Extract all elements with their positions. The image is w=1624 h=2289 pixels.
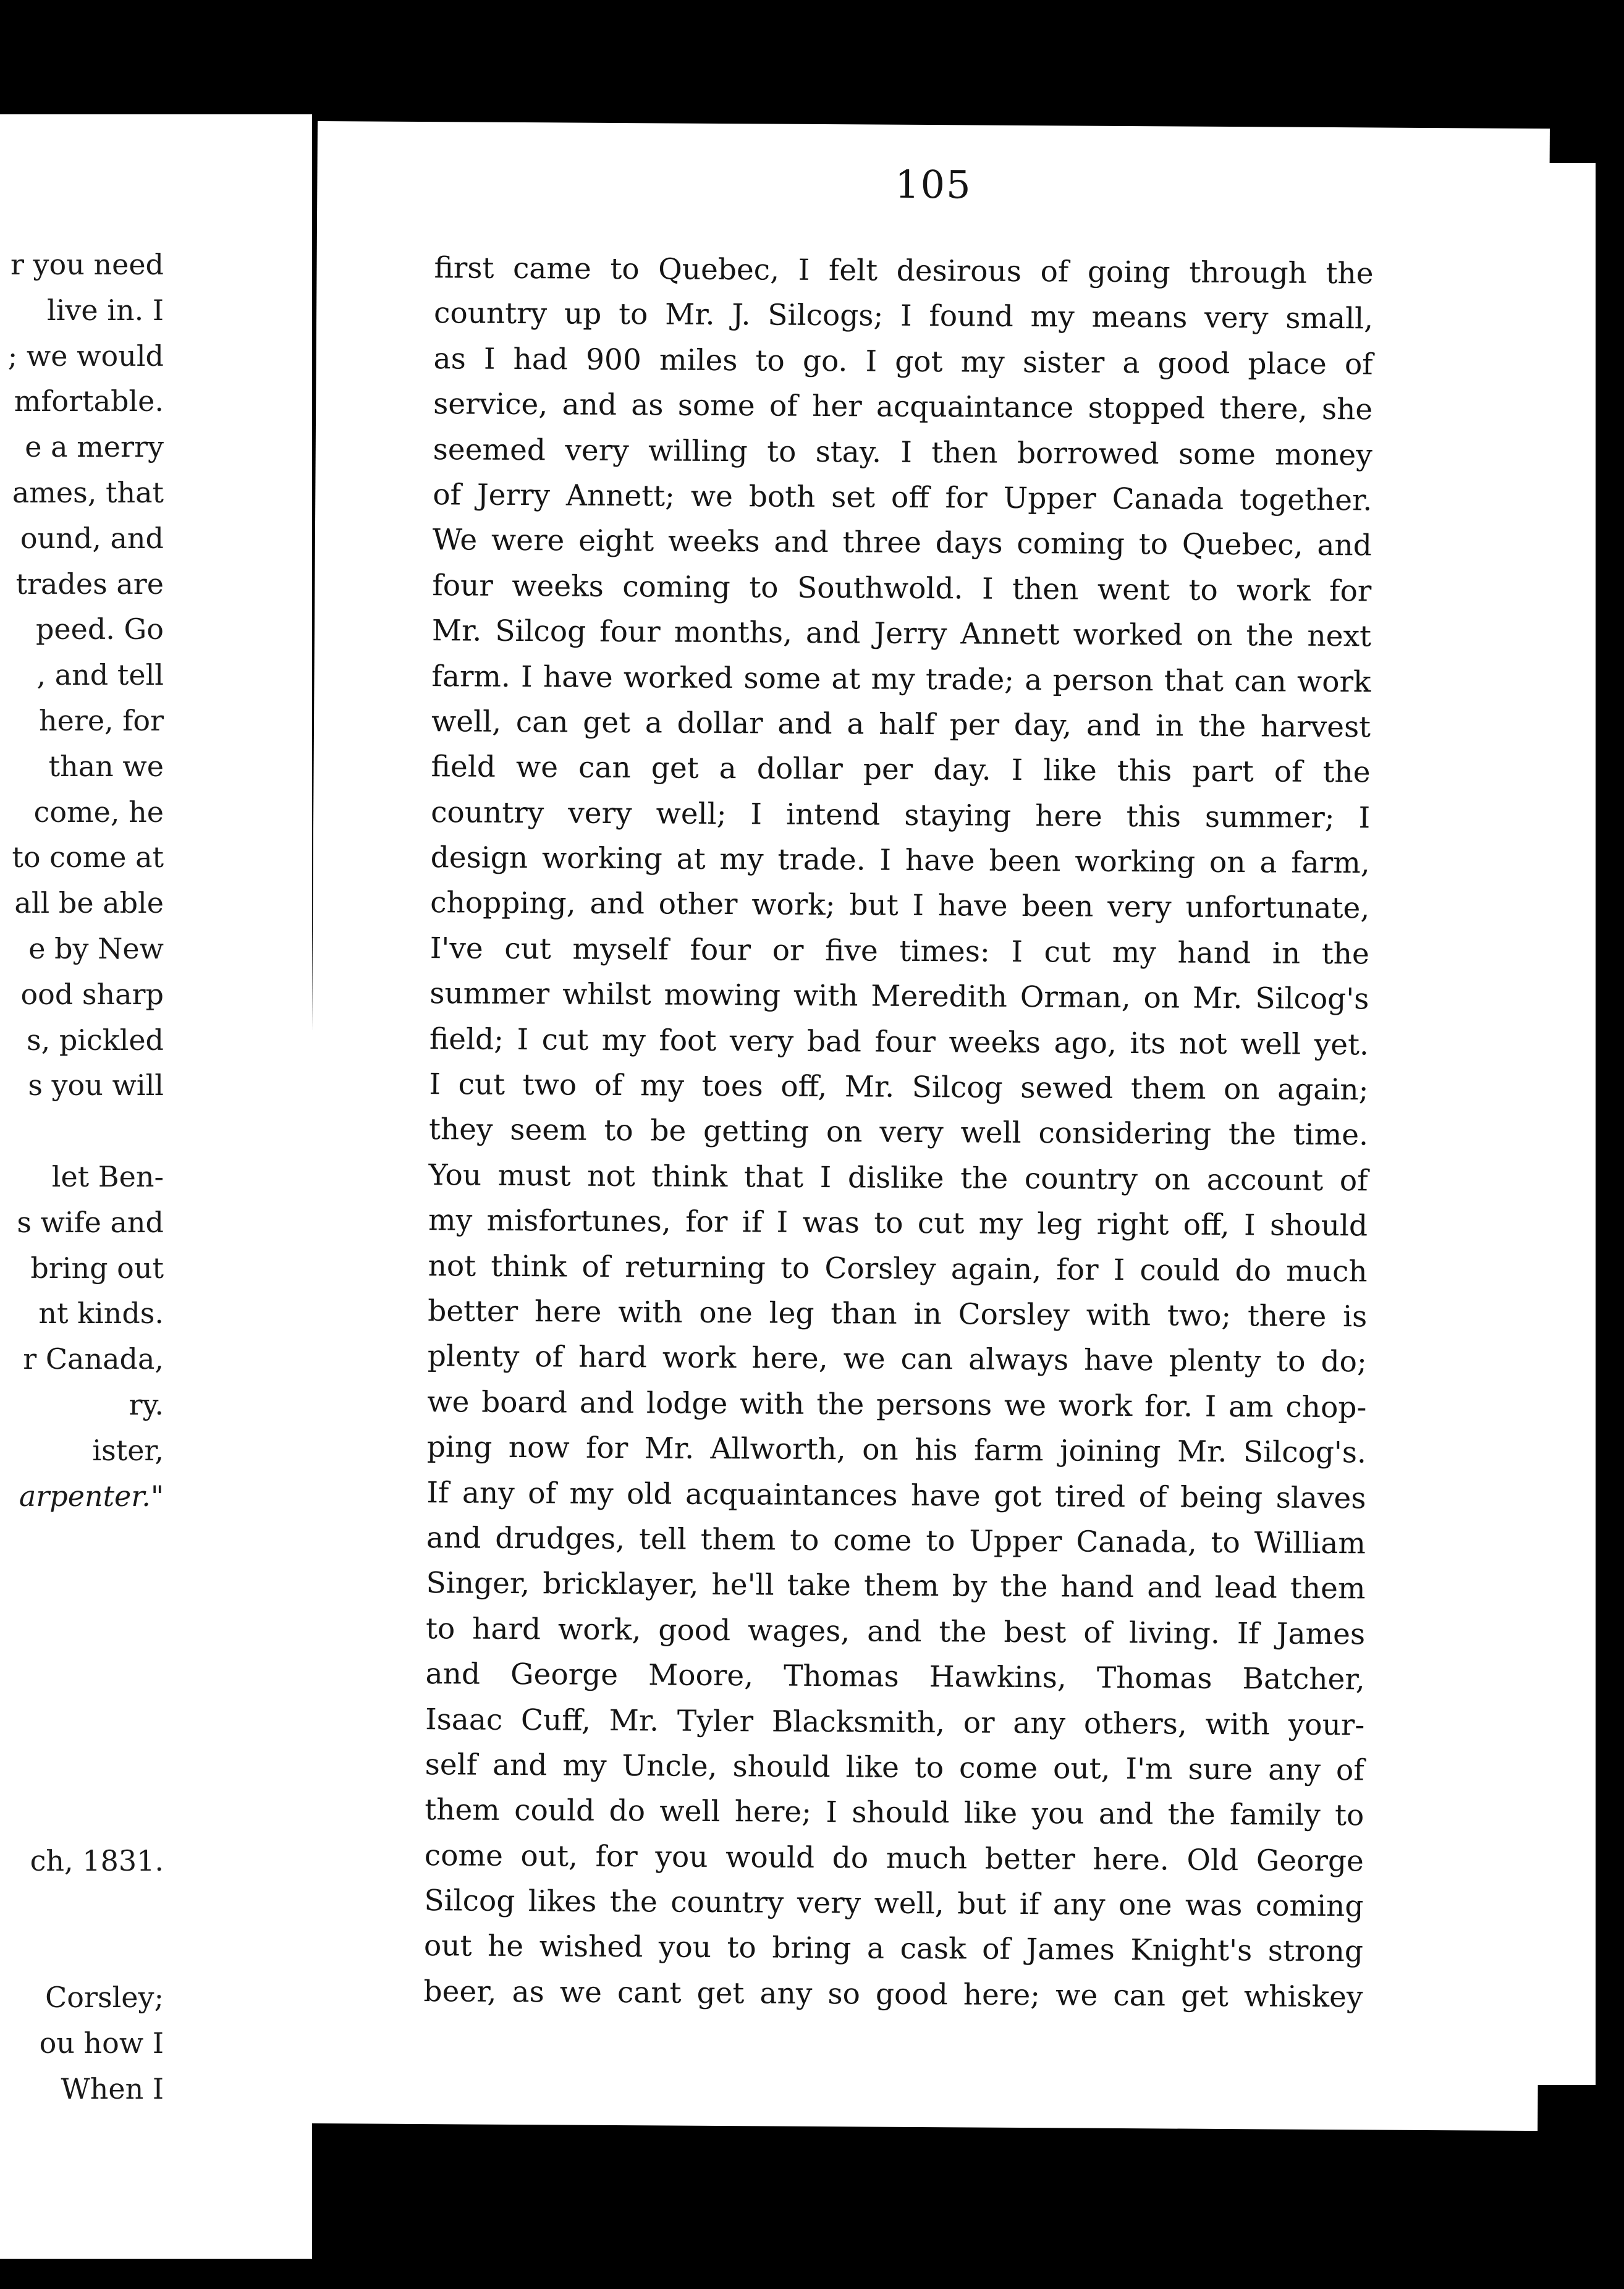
previous-page-line	[0, 1929, 164, 1975]
body-line: Isaac Cuff, Mr. Tyler Blacksmith, or any others, with your-	[425, 1702, 1365, 1742]
body-line: I've cut myself four or five times: I cut my hand in the	[429, 931, 1369, 971]
previous-page-line	[0, 1519, 164, 1565]
previous-page-line: When I	[61, 2071, 164, 2105]
previous-page-line: , and tell	[36, 658, 164, 692]
page-body-text	[423, 245, 1373, 2020]
body-line: out he wished you to bring a cask of James Knight's strong	[423, 1929, 1364, 1969]
body-line: summer whilst mowing with Meredith Orman, on Mr. Silcog's	[429, 976, 1369, 1017]
previous-page-line: s wife and	[17, 1205, 164, 1239]
previous-page-line: here, for	[38, 703, 164, 737]
previous-page-line: ry.	[129, 1387, 164, 1421]
previous-page-line: bring out	[30, 1251, 164, 1285]
previous-page-line	[0, 1565, 164, 1610]
previous-page-line: nt kinds.	[38, 1297, 164, 1331]
previous-page-line: e a merry	[25, 430, 164, 464]
body-line: field we can get a dollar per day. I like this part of the	[431, 750, 1371, 790]
body-line: and drudges, tell them to come to Upper Canada, to William	[426, 1521, 1366, 1561]
body-line: chopping, and other work; but I have been very unfortunate,	[430, 886, 1370, 926]
body-line: we board and lodge with the persons we work for. I am chop-	[427, 1384, 1367, 1425]
body-line: they seem to be getting on very well considering the time.	[428, 1112, 1369, 1153]
body-line: You must not think that I dislike the country on account of	[428, 1157, 1368, 1198]
body-line: four weeks coming to Southwold. I then went to work for	[432, 568, 1372, 609]
body-line: come out, for you would do much better here. Old George	[424, 1838, 1364, 1879]
body-line: country up to Mr. J. Silcogs; I found my means very small,	[433, 296, 1374, 336]
previous-page-line: trades are	[15, 567, 164, 601]
body-line: not think of returning to Corsley again, for I could do much	[428, 1248, 1368, 1289]
body-line: plenty of hard work here, we can always have plenty to do;	[427, 1339, 1367, 1379]
previous-page-line: Corsley;	[45, 1981, 164, 2015]
previous-page-line: ood sharp	[20, 977, 164, 1011]
previous-page-line: r Canada,	[23, 1342, 164, 1376]
body-line: We were eight weeks and three days coming to Quebec, and	[432, 523, 1372, 563]
previous-page-line: e by New	[28, 931, 164, 965]
body-line: beer, as we cant get any so good here; we can get whiskey	[423, 1974, 1363, 2015]
previous-page-line: ch, 1831.	[30, 1843, 164, 1877]
body-line: as I had 900 miles to go. I got my sister a good place of	[433, 341, 1373, 382]
previous-page-line: ames, that	[12, 475, 164, 509]
previous-page-line: peed. Go	[35, 612, 164, 646]
body-line: to hard work, good wages, and the best of living. If James	[425, 1611, 1366, 1652]
previous-page-line: than we	[48, 749, 164, 783]
previous-page-line	[0, 1884, 164, 1930]
body-line: I cut two of my toes off, Mr. Silcog sewed them on again;	[429, 1067, 1369, 1107]
body-line: field; I cut my foot very bad four weeks ago, its not well yet.	[429, 1022, 1369, 1062]
previous-page-line: arpenter."	[19, 1479, 164, 1513]
body-line: self and my Uncle, should like to come out, I'm sure any of	[425, 1748, 1364, 1788]
previous-page-line: s, pickled	[26, 1023, 164, 1057]
previous-page-text	[0, 242, 164, 2112]
previous-page-line	[0, 1702, 164, 1748]
previous-page-line	[0, 1793, 164, 1838]
current-page	[305, 121, 1550, 2131]
body-line: ping now for Mr. Allworth, on his farm joining Mr. Silcog's.	[426, 1430, 1367, 1470]
body-line: service, and as some of her acquaintance stopped there, she	[433, 387, 1373, 427]
previous-page-line: ou how I	[39, 2026, 164, 2060]
body-line: well, can get a dollar and a half per day, and in the harvest	[431, 704, 1371, 745]
body-line: farm. I have worked some at my trade; a person that can work	[431, 659, 1371, 699]
previous-page-line: let Ben-	[51, 1159, 164, 1193]
page-number: 105	[894, 161, 972, 208]
body-line: seemed very willing to stay. I then borrowed some money	[433, 432, 1372, 472]
previous-page-line	[0, 1109, 164, 1154]
previous-page-line: come, he	[33, 795, 164, 829]
body-line: my misfortunes, for if I was to cut my leg right off, I should	[428, 1203, 1368, 1243]
body-line: If any of my old acquaintances have got tired of being slaves	[426, 1475, 1366, 1515]
body-line: Mr. Silcog four months, and Jerry Annett worked on the next	[431, 614, 1372, 654]
previous-page-line: live in. I	[46, 293, 164, 327]
previous-page-line: all be able	[14, 886, 164, 920]
body-line: country very well; I intend staying here this summer; I	[431, 795, 1371, 836]
previous-page-line: s you will	[28, 1068, 164, 1102]
body-line: better here with one leg than in Corsley with two; there is	[428, 1294, 1368, 1334]
body-line: design working at my trade. I have been working on a farm,	[430, 840, 1370, 881]
previous-page-line: ister,	[92, 1433, 164, 1467]
body-line: Silcog likes the country very well, but if any one was coming	[424, 1884, 1364, 1924]
previous-page-fragment	[0, 114, 312, 2259]
previous-page-line	[0, 1610, 164, 1656]
previous-page-line: ; we would	[7, 339, 164, 373]
previous-page-line: ound, and	[20, 521, 164, 555]
body-line: Singer, bricklayer, he'll take them by the hand and lead them	[426, 1566, 1366, 1606]
previous-page-line	[0, 1656, 164, 1702]
body-line: and George Moore, Thomas Hawkins, Thomas Batcher,	[425, 1657, 1365, 1697]
body-line: first came to Quebec, I felt desirous of going through the	[434, 251, 1374, 291]
body-line: them could do well here; I should like you and the family to	[425, 1793, 1364, 1833]
previous-page-line	[0, 1747, 164, 1793]
body-line: of Jerry Annett; we both set off for Upper Canada together.	[433, 478, 1372, 518]
previous-page-line: mfortable.	[14, 384, 164, 418]
previous-page-line: to come at	[12, 840, 164, 874]
previous-page-line: r you need	[10, 248, 164, 281]
